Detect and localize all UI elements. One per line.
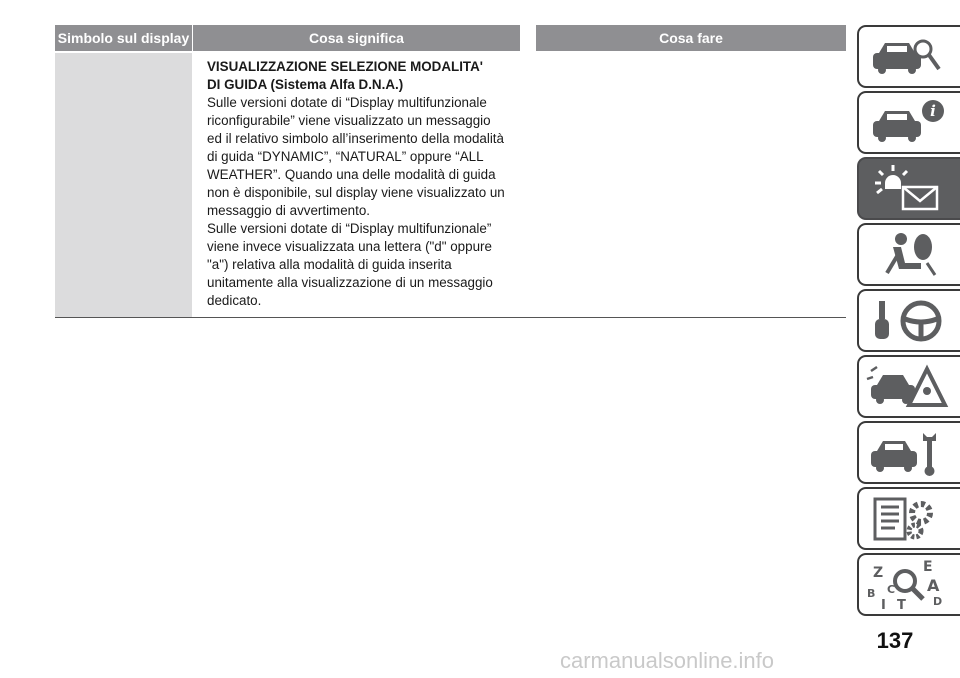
header-meaning: Cosa significa [193, 25, 520, 51]
meaning-title-line: DI GUIDA (Sistema Alfa D.N.A.) [207, 77, 404, 92]
index-letter: T [897, 598, 906, 611]
meaning-line: dedicato. [207, 293, 262, 308]
meaning-title [207, 58, 527, 94]
tab-starting-driving[interactable] [857, 289, 960, 352]
index-letter: D [933, 595, 943, 608]
meaning-cell [207, 58, 527, 310]
header-action: Cosa fare [536, 25, 846, 51]
warning-light-message-icon [865, 163, 950, 215]
specifications-gear-icon [865, 493, 950, 545]
alphabetical-index-icon [865, 559, 950, 611]
meaning-line: di guida “DYNAMIC”, “NATURAL” oppure “ALL [207, 149, 484, 164]
meaning-body [207, 94, 527, 310]
row-divider [55, 317, 846, 318]
tab-warning-lights[interactable] [857, 157, 960, 220]
meaning-line: non è disponibile, sul display viene visualizzato un [207, 185, 505, 200]
car-service-icon [865, 427, 950, 479]
key-steering-wheel-icon [865, 295, 950, 347]
tab-specifications[interactable] [857, 487, 960, 550]
tab-car-info[interactable] [857, 91, 960, 154]
page-number: 137 [876, 628, 914, 653]
meaning-line: WEATHER”. Quando una delle modalità di guida [207, 167, 496, 182]
tab-safety[interactable] [857, 223, 960, 286]
airbag-seat-icon [865, 229, 950, 281]
car-info-icon [865, 97, 950, 149]
meaning-line: ed il relativo simbolo all’inserimento della modalità [207, 131, 504, 146]
tab-maintenance[interactable] [857, 421, 960, 484]
meaning-line: viene invece visualizzata una lettera ("d" oppure [207, 239, 492, 254]
index-letter: I [881, 598, 886, 611]
car-search-icon [865, 31, 950, 83]
meaning-line: Sulle versioni dotate di “Display multifunzionale [207, 95, 487, 110]
watermark: carmanualsonline.info [560, 648, 775, 673]
symbol-cell [55, 53, 192, 317]
meaning-title-line: VISUALIZZAZIONE SELEZIONE MODALITA' [207, 59, 483, 74]
tab-index[interactable] [857, 553, 960, 616]
meaning-line: riconfigurabile” viene visualizzato un messaggio [207, 113, 491, 128]
index-letter: C [887, 583, 896, 596]
index-letter: E [923, 559, 933, 575]
svg-text:i: i [930, 102, 936, 120]
index-letter: A [927, 576, 940, 595]
meaning-line: unitamente alla visualizzazione di un messaggio [207, 275, 493, 290]
tab-emergency[interactable] [857, 355, 960, 418]
table-header [55, 25, 846, 51]
meaning-line: messaggio di avvertimento. [207, 203, 370, 218]
meaning-line: Sulle versioni dotate di “Display multifunzionale” [207, 221, 492, 236]
header-symbol: Simbolo sul display [55, 25, 192, 51]
meaning-line: "a") relativa alla modalità di guida inserita [207, 257, 452, 272]
index-letter: B [867, 587, 876, 600]
index-letter: Z [873, 565, 884, 581]
tab-car-search[interactable] [857, 25, 960, 88]
car-emergency-icon [865, 361, 950, 413]
